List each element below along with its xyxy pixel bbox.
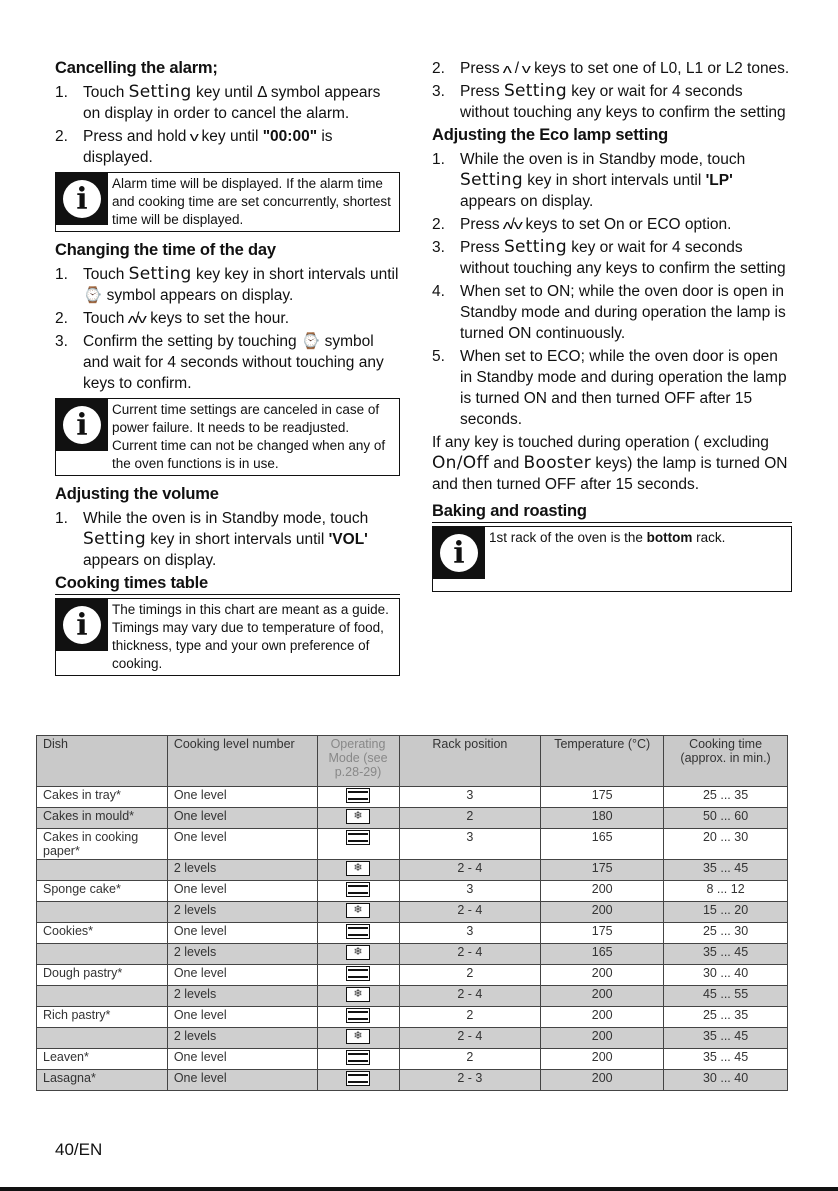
info-text: The timings in this chart are meant as a guide. Timings may vary due to temperature of food, thickness, type and your own preference of cooking. [112, 602, 389, 671]
step-text: appears on display. [460, 193, 594, 210]
time-cell: 35 ... 45 [664, 1028, 788, 1049]
step-text: is displayed. [83, 128, 333, 166]
top-bottom-heating-icon [346, 1008, 370, 1023]
level-cell: One level [167, 808, 317, 829]
booster-key-label: Booster [523, 453, 592, 473]
rack-cell: 2 - 3 [399, 1070, 541, 1091]
time-cell: 8 ... 12 [664, 881, 788, 902]
column-header: Cooking level number [167, 736, 317, 787]
step-text: Press [460, 60, 504, 77]
dish-cell: Lasagna* [37, 1070, 168, 1091]
setting-key-label: Setting [128, 264, 192, 284]
right-column [432, 58, 792, 600]
info-text: Current time settings are canceled in case of power failure. It needs to be readjusted. Current time can not be changed when any of the oven functions is in use. [112, 402, 386, 471]
step-text: Touch [83, 266, 129, 283]
step-text: key key in short intervals until ⌚ symbol appears on display. [83, 266, 399, 304]
level-cell: One level [167, 829, 317, 860]
page-number: 40/EN [55, 1140, 103, 1159]
column-header: Rack position [399, 736, 541, 787]
time-cell: 25 ... 35 [664, 1007, 788, 1028]
rack-cell: 2 [399, 1049, 541, 1070]
operating-mode-cell [317, 1007, 399, 1028]
info-box [432, 526, 792, 592]
temp-cell: 165 [541, 944, 664, 965]
table-body [37, 787, 788, 1091]
step-text: keys to set the hour. [145, 310, 290, 327]
cancel-alarm-heading: Cancelling the alarm; [55, 59, 218, 77]
setting-key-label: Setting [83, 529, 146, 549]
info-text: Alarm time will be displayed. If the alarm time and cooking time are set concurrently, shortest time will be displayed. [112, 176, 391, 227]
top-bottom-heating-icon [346, 788, 370, 803]
step-text: keys to set On or ECO option. [521, 216, 732, 233]
temp-cell: 200 [541, 1070, 664, 1091]
chevron-up-icon: ʌ [502, 217, 512, 232]
column-header: Operating Mode (see p.28-29) [317, 736, 399, 787]
top-bottom-heating-icon [346, 924, 370, 939]
operating-mode-cell [317, 944, 399, 965]
operating-mode-cell [317, 787, 399, 808]
eco-lamp-note [432, 432, 792, 495]
time-of-day-steps [55, 264, 400, 394]
dish-cell [37, 944, 168, 965]
rack-cell: 2 - 4 [399, 860, 541, 881]
list-item [432, 58, 792, 79]
level-cell: One level [167, 787, 317, 808]
step-text: appears on display. [83, 552, 217, 569]
operating-mode-cell [317, 808, 399, 829]
time-cell: 25 ... 35 [664, 787, 788, 808]
chevron-up-icon: ʌ [127, 311, 137, 326]
top-bottom-heating-icon [346, 882, 370, 897]
time-cell: 35 ... 45 [664, 1049, 788, 1070]
operating-mode-cell [317, 923, 399, 944]
info-icon: i [56, 599, 108, 675]
cancel-alarm-steps [55, 82, 400, 168]
dish-cell: Leaven* [37, 1049, 168, 1070]
time-cell: 35 ... 45 [664, 860, 788, 881]
temp-cell: 200 [541, 1049, 664, 1070]
setting-key-label: Setting [128, 82, 192, 102]
step-text: key in short intervals until [522, 172, 706, 189]
rack-cell: 3 [399, 829, 541, 860]
dish-cell: Cookies* [37, 923, 168, 944]
dish-cell [37, 860, 168, 881]
level-cell: One level [167, 1070, 317, 1091]
step-text: Press [460, 216, 504, 233]
top-bottom-heating-icon [346, 966, 370, 981]
table-row [37, 1007, 788, 1028]
step-number: 1. [55, 266, 68, 283]
baking-heading: Baking and roasting [432, 501, 792, 523]
step-text: Touch [83, 84, 129, 101]
list-item [55, 264, 400, 306]
top-bottom-heating-icon [346, 830, 370, 845]
time-cell: 15 ... 20 [664, 902, 788, 923]
setting-key-label: Setting [460, 170, 523, 190]
step-text: key or wait for 4 seconds without touching any keys to confirm the setting [460, 239, 786, 277]
dish-cell [37, 986, 168, 1007]
fan-heating-icon: ❄ [346, 945, 370, 960]
dish-cell: Sponge cake* [37, 881, 168, 902]
temp-cell: 200 [541, 881, 664, 902]
operating-mode-cell [317, 881, 399, 902]
table-row [37, 808, 788, 829]
list-item [55, 308, 400, 329]
dish-cell: Cakes in tray* [37, 787, 168, 808]
fan-heating-icon: ❄ [346, 1029, 370, 1044]
level-cell: 2 levels [167, 1028, 317, 1049]
operating-mode-cell [317, 1049, 399, 1070]
step-number: 4. [432, 283, 445, 300]
fan-heating-icon: ❄ [346, 861, 370, 876]
separator: / [510, 216, 515, 233]
step-number: 1. [55, 84, 68, 101]
cooking-times-table [36, 735, 788, 1091]
setting-key-label: Setting [503, 81, 567, 101]
fan-heating-icon: ❄ [346, 987, 370, 1002]
display-value: "00:00" [262, 128, 318, 145]
fan-heating-icon: ❄ [346, 809, 370, 824]
table-row [37, 860, 788, 881]
time-of-day-heading: Changing the time of the day [55, 241, 276, 259]
column-header: Temperature (°C) [541, 736, 664, 787]
chevron-up-icon: ʌ [502, 61, 512, 76]
temp-cell: 200 [541, 1028, 664, 1049]
volume-heading: Adjusting the volume [55, 485, 219, 503]
time-cell: 45 ... 55 [664, 986, 788, 1007]
volume-steps-continued [432, 58, 792, 123]
top-bottom-heating-icon [346, 1071, 370, 1086]
operating-mode-cell [317, 829, 399, 860]
operating-mode-cell [317, 986, 399, 1007]
temp-cell: 200 [541, 965, 664, 986]
time-cell: 30 ... 40 [664, 1070, 788, 1091]
operating-mode-cell [317, 902, 399, 923]
rack-cell: 3 [399, 923, 541, 944]
step-number: 2. [55, 128, 68, 145]
level-cell: One level [167, 881, 317, 902]
table-row [37, 829, 788, 860]
chevron-down-icon: v [189, 129, 199, 144]
step-text: When set to ON; while the oven door is open in Standby mode and during operation the lamp is turned ON continuously. [460, 283, 786, 342]
list-item [432, 81, 792, 123]
step-number: 3. [432, 83, 445, 100]
dish-cell: Cakes in cooking paper* [37, 829, 168, 860]
column-header: Dish [37, 736, 168, 787]
time-cell: 30 ... 40 [664, 965, 788, 986]
level-cell: 2 levels [167, 944, 317, 965]
list-item [432, 149, 792, 212]
temp-cell: 175 [541, 787, 664, 808]
table-row [37, 902, 788, 923]
chevron-down-icon: v [522, 61, 532, 76]
operating-mode-cell [317, 1028, 399, 1049]
step-number: 2. [432, 216, 445, 233]
temp-cell: 200 [541, 902, 664, 923]
time-cell: 20 ... 30 [664, 829, 788, 860]
table-row [37, 787, 788, 808]
table-header-row [37, 736, 788, 787]
eco-lamp-heading: Adjusting the Eco lamp setting [432, 126, 669, 144]
dish-cell: Dough pastry* [37, 965, 168, 986]
level-cell: One level [167, 1007, 317, 1028]
note-text: and [489, 455, 524, 472]
temp-cell: 200 [541, 986, 664, 1007]
step-number: 3. [432, 239, 445, 256]
step-number: 1. [432, 151, 445, 168]
dish-cell [37, 902, 168, 923]
chevron-down-icon: v [138, 311, 148, 326]
step-number: 3. [55, 333, 68, 350]
info-text-part: 1st rack of the oven is the [489, 530, 647, 545]
table-row [37, 965, 788, 986]
step-text: key until [197, 128, 263, 145]
info-box [55, 398, 400, 476]
dish-cell: Rich pastry* [37, 1007, 168, 1028]
table-row [37, 1070, 788, 1091]
level-cell: One level [167, 1049, 317, 1070]
time-cell: 50 ... 60 [664, 808, 788, 829]
step-text: key until Δ symbol appears on display in order to cancel the alarm. [83, 84, 381, 122]
rack-cell: 2 - 4 [399, 902, 541, 923]
rack-cell: 2 - 4 [399, 986, 541, 1007]
eco-lamp-steps [432, 149, 792, 430]
list-item [432, 281, 792, 344]
list-item [55, 126, 400, 168]
step-text: While the oven is in Standby mode, touch [460, 151, 746, 168]
temp-cell: 200 [541, 1007, 664, 1028]
step-text: While the oven is in Standby mode, touch [83, 510, 369, 527]
left-column [55, 58, 400, 684]
level-cell: One level [167, 965, 317, 986]
step-text: key in short intervals until [145, 531, 329, 548]
table-row [37, 986, 788, 1007]
step-text: Confirm the setting by touching ⌚ symbol and wait for 4 seconds without touching any keys to confirm. [83, 333, 384, 392]
level-cell: 2 levels [167, 986, 317, 1007]
operating-mode-cell [317, 965, 399, 986]
level-cell: 2 levels [167, 860, 317, 881]
fan-heating-icon: ❄ [346, 903, 370, 918]
time-cell: 35 ... 45 [664, 944, 788, 965]
on-off-key-label: On/Off [432, 453, 490, 473]
table-row [37, 881, 788, 902]
setting-key-label: Setting [503, 237, 567, 257]
step-number: 2. [55, 310, 68, 327]
dish-cell [37, 1028, 168, 1049]
info-text-bold: bottom [646, 530, 693, 545]
step-text: When set to ECO; while the oven door is open in Standby mode and during operation the lamp is turned ON and then turned OFF after 15 seconds. [460, 348, 787, 428]
info-icon: i [56, 173, 108, 231]
temp-cell: 180 [541, 808, 664, 829]
temp-cell: 165 [541, 829, 664, 860]
note-text: keys) the lamp is turned ON and then turned OFF after 15 seconds. [432, 455, 788, 493]
temp-cell: 175 [541, 860, 664, 881]
list-item [55, 331, 400, 394]
list-item [432, 237, 792, 279]
temp-cell: 175 [541, 923, 664, 944]
info-icon: i [56, 399, 108, 475]
info-box [55, 598, 400, 676]
step-number: 5. [432, 348, 445, 365]
info-box [55, 172, 400, 232]
rack-cell: 2 [399, 965, 541, 986]
top-bottom-heating-icon [346, 1050, 370, 1065]
step-text: Touch [83, 310, 129, 327]
chevron-down-icon: v [513, 217, 523, 232]
note-text: If any key is touched during operation ( excluding [432, 434, 769, 451]
rack-cell: 2 [399, 1007, 541, 1028]
rack-cell: 2 [399, 808, 541, 829]
display-value: 'LP' [705, 172, 733, 189]
step-number: 2. [432, 60, 445, 77]
bottom-rule [0, 1187, 838, 1191]
time-cell: 25 ... 30 [664, 923, 788, 944]
level-cell: 2 levels [167, 902, 317, 923]
dish-cell: Cakes in mould* [37, 808, 168, 829]
step-text: keys to set one of L0, L1 or L2 tones. [529, 60, 790, 77]
rack-cell: 3 [399, 881, 541, 902]
separator: / [514, 60, 520, 77]
info-icon: i [433, 527, 485, 591]
level-cell: One level [167, 923, 317, 944]
table-row [37, 944, 788, 965]
step-number: 1. [55, 510, 68, 527]
step-text: Press [460, 239, 504, 256]
volume-steps [55, 508, 400, 571]
info-text [485, 527, 727, 591]
info-text-part: rack. [692, 530, 726, 545]
separator: / [135, 310, 140, 327]
list-item [432, 346, 792, 430]
list-item [55, 508, 400, 571]
column-header: Cooking time (approx. in min.) [664, 736, 788, 787]
operating-mode-cell [317, 860, 399, 881]
rack-cell: 3 [399, 787, 541, 808]
step-text: Press [460, 83, 504, 100]
rack-cell: 2 - 4 [399, 1028, 541, 1049]
table-row [37, 923, 788, 944]
step-text: key or wait for 4 seconds without touching any keys to confirm the setting [460, 83, 786, 121]
table-row [37, 1028, 788, 1049]
table-row [37, 1049, 788, 1070]
list-item [55, 82, 400, 124]
step-text: Press and hold [83, 128, 191, 145]
cooking-times-heading: Cooking times table [55, 573, 400, 595]
rack-cell: 2 - 4 [399, 944, 541, 965]
operating-mode-cell [317, 1070, 399, 1091]
list-item [432, 214, 792, 235]
display-value: 'VOL' [328, 531, 368, 548]
